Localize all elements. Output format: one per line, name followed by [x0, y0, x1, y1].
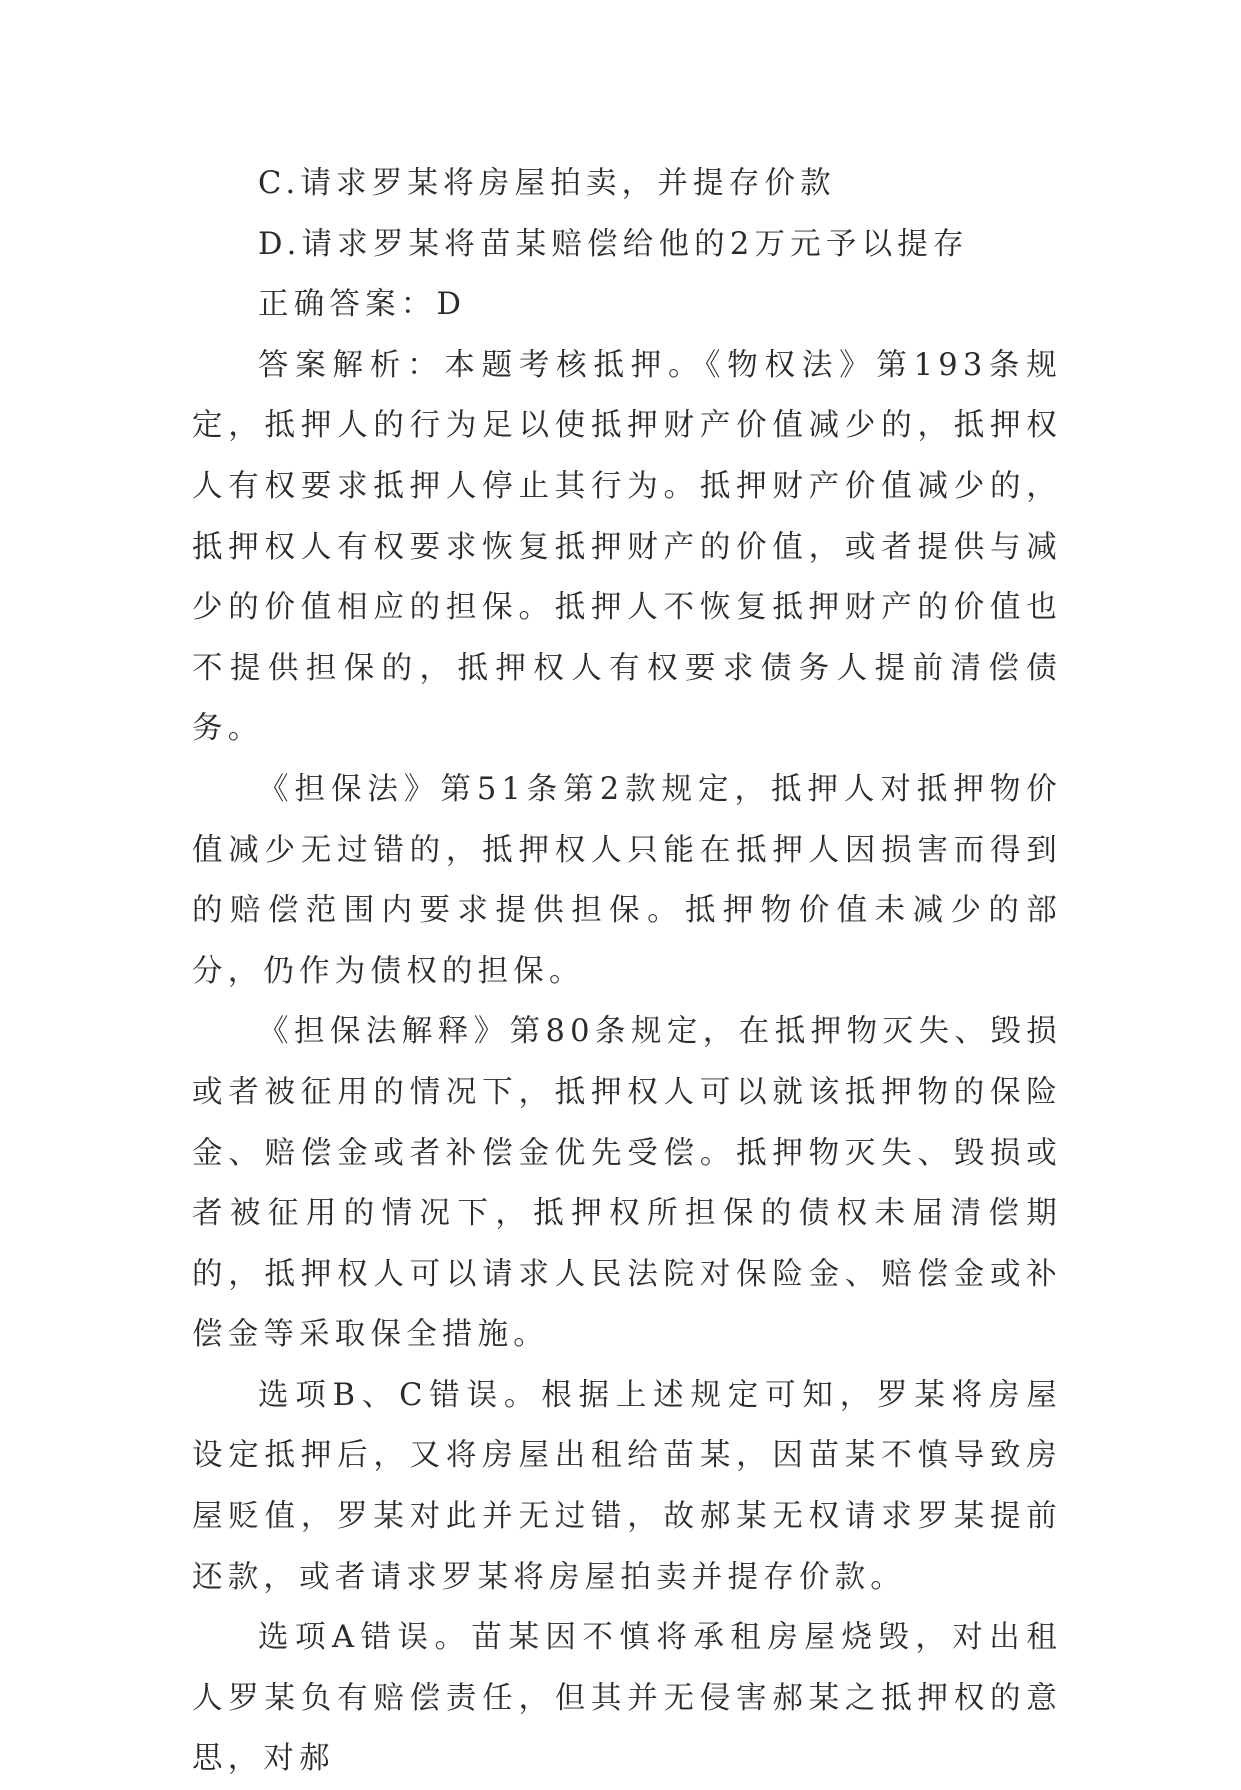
- correct-answer-paragraph: 正确答案：D: [258, 287, 467, 323]
- document-body: [192, 154, 1062, 1790]
- option-c-paragraph: C.请求罗某将房屋拍卖，并提存价款: [258, 166, 836, 201]
- guarantee-law-interpretation-paragraph: 《担保法解释》第80条规定，在抵押物灭失、毁损或者被征用的情况下，抵押权人可以就该抵押物的保险金、赔偿金或者补偿金优先受偿。抵押物灭失、毁损或者被征用的情况下，抵押权所担保的债权未届清偿期的，抵押权人可以请求人民法院对保险金、赔偿金或补偿金等采取保全措施。: [192, 1014, 1062, 1353]
- option-a-paragraph: 选项A错误。苗某因不慎将承租房屋烧毁，对出租人罗某负有赔偿责任，但其并无侵害郝某之抵押权的意思，对郝: [192, 1620, 1062, 1777]
- option-d-paragraph: D.请求罗某将苗某赔偿给他的2万元予以提存: [258, 226, 969, 262]
- answer-analysis-paragraph: 答案解析：本题考核抵押。《物权法》第193条规定，抵押人的行为足以使抵押财产价值减少的，抵押权人有权要求抵押人停止其行为。抵押财产价值减少的，抵押权人有权要求恢复抵押财产的价值，或者提供与减少的价值相应的担保。抵押人不恢复抵押财产的价值也不提供担保的，抵押权人有权要求债务人提前清偿债务。: [192, 347, 1062, 747]
- guarantee-law-paragraph: 《担保法》第51条第2款规定，抵押人对抵押物价值减少无过错的，抵押权人只能在抵押人因损害而得到的赔偿范围内要求提供担保。抵押物价值未减少的部分，仍作为债权的担保。: [192, 771, 1062, 989]
- options-b-c-paragraph: 选项B、C错误。根据上述规定可知，罗某将房屋设定抵押后，又将房屋出租给苗某，因苗某不慎导致房屋贬值，罗某对此并无过错，故郝某无权请求罗某提前还款，或者请求罗某将房屋拍卖并提存价款。: [192, 1377, 1062, 1595]
